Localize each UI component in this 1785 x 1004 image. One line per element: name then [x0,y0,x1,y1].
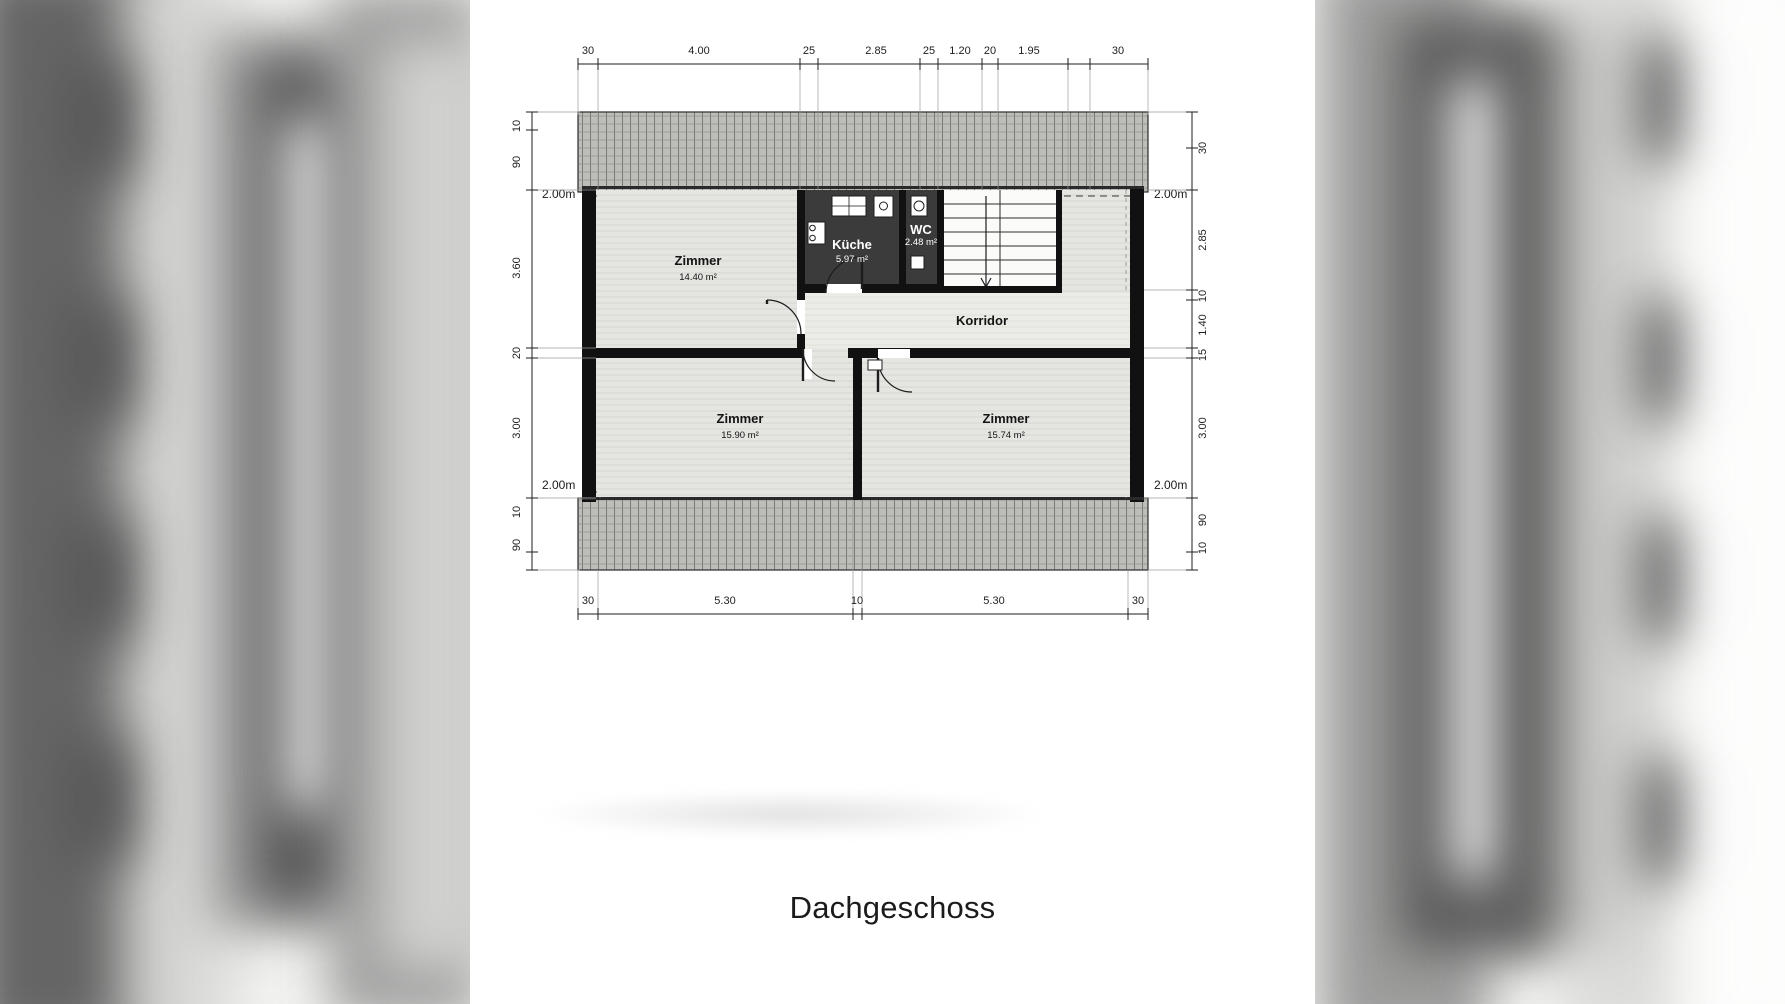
scan-smudge [530,790,1050,838]
room-label-kueche [832,237,872,265]
dim-label: 3.60 [511,257,523,279]
dim-label: 30 [1111,45,1125,57]
room-name: Zimmer [982,411,1030,426]
wall-stair-right [1056,190,1062,290]
dim-label: 25 [922,45,936,57]
dim-label: 1.40 [1197,314,1209,336]
dim-label: 10 [1197,541,1209,555]
room-name: Küche [832,237,872,252]
room-area-wc: 2.48 m² [904,237,938,248]
dim-label: 3.00 [1197,417,1209,439]
room-area: 15.74 m² [987,430,1025,441]
room-fill-zimmer-bottom-left [597,358,853,497]
dim-label: 10 [511,505,523,519]
dimension-chain-right [1144,112,1198,570]
room-fill-zimmer-bottom-right [862,358,1130,497]
dim-label: 1.20 [949,45,971,57]
dimension-labels-right [1197,142,1209,554]
room-area: 15.90 m² [721,430,759,441]
dim-label: 30 [581,45,595,57]
dim-label: 4.00 [688,45,710,57]
wall-exterior-left [582,186,596,502]
bg-smear [75,300,135,420]
dim-label: 90 [511,538,523,552]
height-note-top-right: 2.00m [1154,187,1188,201]
dim-label: 3.00 [511,417,523,439]
room-name: Korridor [956,313,1008,328]
dim-label: 2.85 [1197,229,1209,251]
wall-interior-v-wc-right [937,190,944,290]
height-note-top-left: 2.00m [542,187,576,201]
roof-area-top [578,112,1148,192]
roof-area-bottom [578,498,1148,570]
room-name: WC [910,222,932,237]
dim-label: 2.85 [865,45,887,57]
bg-smear [75,740,135,860]
eave-line-top [582,186,1144,189]
dim-label: 25 [802,45,816,57]
dim-label: 30 [1131,595,1145,607]
dim-label: 10 [1197,289,1209,303]
room-label-korridor [956,313,1008,328]
dim-label: 5.30 [714,595,736,607]
dim-label: 15 [1197,348,1209,362]
bg-smear [75,60,135,180]
dim-label: 20 [511,346,523,360]
dim-label: 90 [1197,513,1209,527]
room-area: 14.40 m² [679,272,717,283]
height-note-bottom-right: 2.00m [1154,478,1188,492]
dim-label: 30 [1197,141,1209,155]
wall-interior-h-left [596,348,803,358]
room-name: Zimmer [674,253,722,268]
dimension-labels-bottom [582,595,1144,607]
floorplan-drawing [470,0,1315,760]
wall-interior-v-kueche-left [797,190,805,292]
floorplan-caption: Dachgeschoss [789,890,996,925]
dim-label: 30 [581,595,595,607]
wall-stair-bottom [944,286,1062,293]
height-note-bottom-left: 2.00m [542,478,576,492]
dim-label: 5.30 [983,595,1005,607]
wall-exterior-right [1130,186,1144,502]
dimension-labels-left [511,120,523,551]
dim-label: 10 [850,595,864,607]
eave-line-bottom [582,497,1144,500]
room-area: 5.97 m² [835,254,869,265]
bg-smear [1690,0,1785,1004]
wall-interior-v-center [853,355,862,500]
floorplan-card [470,0,1315,1004]
dim-label: 10 [511,119,523,133]
room-name: Zimmer [716,411,764,426]
bg-smear [75,520,135,640]
dim-label: 20 [983,45,997,57]
room-fill-zimmer-top-left [597,190,797,348]
dim-label: 90 [511,155,523,169]
dimension-labels-top [582,45,1124,57]
window-marker [868,360,882,370]
dim-label: 1.95 [1018,45,1040,57]
